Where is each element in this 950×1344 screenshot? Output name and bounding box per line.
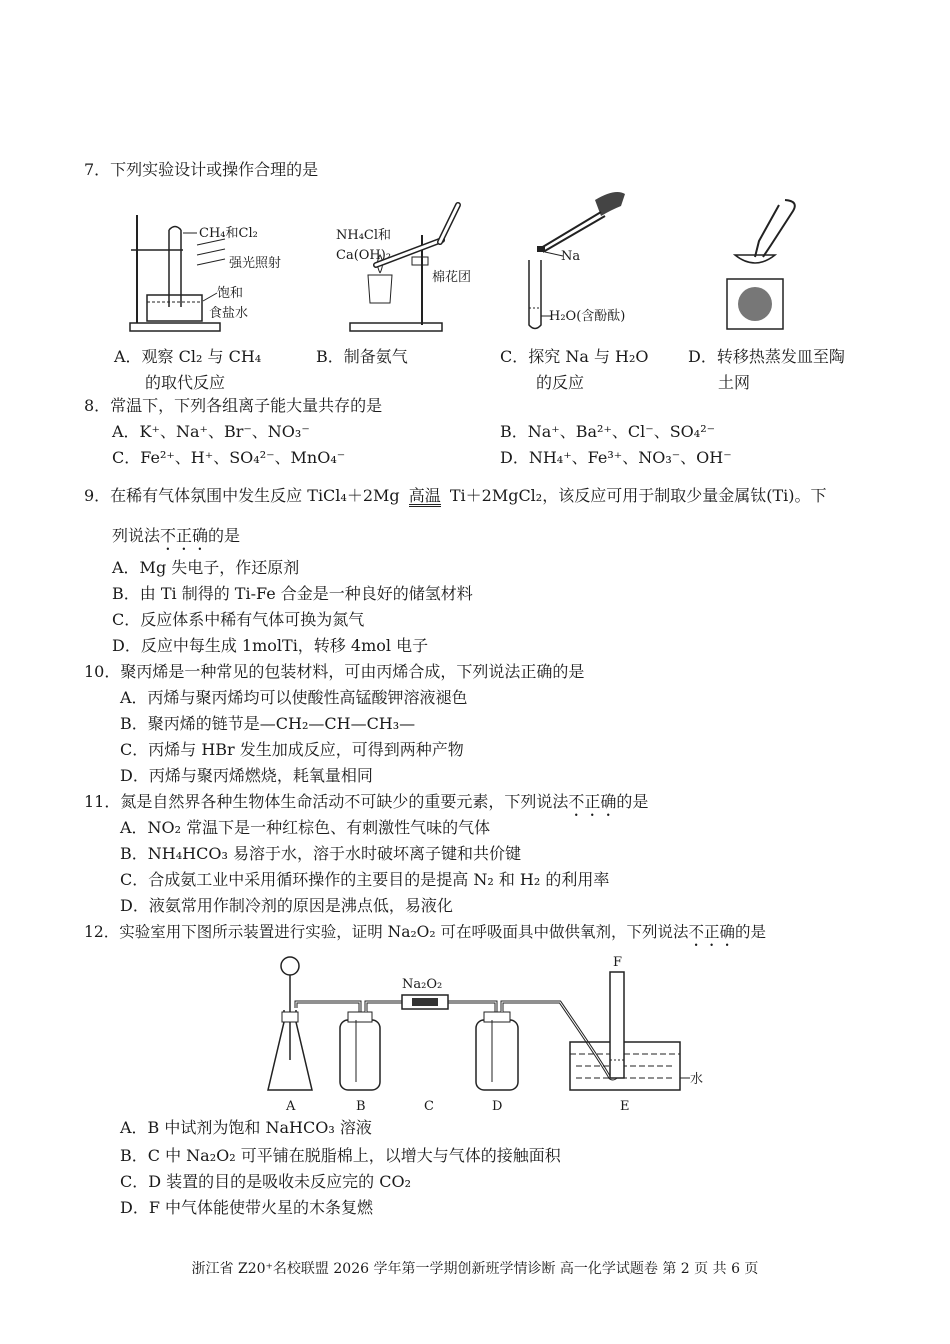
q7-option-a-line1: A．观察 Cl₂ 与 CH₄ (114, 347, 262, 366)
q12-fig-label-e: E (620, 1099, 630, 1114)
page-footer: 浙江省 Z20⁺名校联盟 2026 学年第一学期创新班学情诊断 高一化学试题卷 第 2 页 共 6 页 (191, 1261, 759, 1277)
q8-option-a: A．K⁺、Na⁺、Br⁻、NO₃⁻ (112, 422, 310, 441)
q8-option-b: B．Na⁺、Ba²⁺、Cl⁻、SO₄²⁻ (500, 422, 716, 441)
q9-option-a: A．Mg 失电子，作还原剂 (112, 558, 300, 577)
q11-option-d: D．液氨常用作制冷剂的原因是沸点低，易液化 (120, 896, 453, 915)
q12-option-d: D．F 中气体能使带火星的木条复燃 (120, 1198, 374, 1217)
q12-stem-a: 12．实验室用下图所示装置进行实验，证明 Na₂O₂ 可在呼吸面具中做供氧剂，下列说法 (84, 923, 689, 941)
q12-option-b: B．C 中 Na₂O₂ 可平铺在脱脂棉上，以增大与气体的接触面积 (120, 1146, 561, 1165)
q12-option-c: C．D 装置的目的是吸收未反应完的 CO₂ (120, 1172, 412, 1191)
q7-option-b: B．制备氨气 (316, 347, 408, 366)
q7-fig-a-label-brine: 食盐水 (209, 306, 249, 321)
q9-stem-3c: 的是 (208, 526, 241, 545)
q12-fig-na2o2-label: Na₂O₂ (402, 977, 443, 992)
q10-option-c: C．丙烯与 HBr 发生加成反应，可得到两种产物 (120, 740, 464, 759)
q11-stem (84, 792, 648, 820)
q8-stem: 8．常温下，下列各组离子能大量共存的是 (84, 396, 383, 415)
q7-fig-b-label-2: Ca(OH)₂ (336, 248, 392, 263)
q9-stem-part1: 9．在稀有气体氛围中发生反应 TiCl₄＋2Mg (84, 486, 400, 505)
q12-fig-label-a: A (286, 1099, 296, 1114)
q7-stem: 7．下列实验设计或操作合理的是 (84, 160, 319, 179)
q7-option-c-line2: 的反应 (536, 373, 585, 392)
q9-option-b: B．由 Ti 制得的 Ti-Fe 合金是一种良好的储氢材料 (112, 584, 473, 603)
q12-option-a: A．B 中试剂为饱和 NaHCO₃ 溶液 (120, 1118, 372, 1137)
q12-stem-c: 的是 (735, 923, 767, 941)
q9-stem-line2 (112, 526, 240, 554)
q7-fig-a-label-sat: 饱和 (217, 286, 244, 301)
q9-stem-line1 (84, 486, 827, 507)
q12-emphasis: 不正确 (688, 923, 736, 941)
q11-stem-c: 的是 (616, 792, 649, 811)
q7-figure-d (715, 195, 815, 335)
q7-option-d-line2: 土网 (718, 373, 751, 392)
q9-condition: 高温 (408, 486, 441, 505)
q7-option-d-line1: D．转移热蒸发皿至陶 (688, 347, 845, 366)
q7-fig-c-label-water: H₂O(含酚酞) (549, 309, 626, 324)
q10-option-d: D．丙烯与聚丙烯燃烧，耗氧量相同 (120, 766, 373, 785)
q7-figure-c (515, 180, 665, 335)
q10-option-b: B．聚丙烯的链节是—CH₂—CH—CH₃— (120, 714, 416, 733)
q9-option-d: D．反应中每生成 1molTi，转移 4mol 电子 (112, 636, 429, 655)
q8-option-c: C．Fe²⁺、H⁺、SO₄²⁻、MnO₄⁻ (112, 448, 346, 467)
q7-fig-a-label-light: 强光照射 (229, 256, 282, 271)
q10-option-a: A．丙烯与聚丙烯均可以使酸性高锰酸钾溶液褪色 (120, 688, 468, 707)
q7-figure-a (125, 205, 300, 335)
q7-option-c-line1: C．探究 Na 与 H₂O (500, 347, 649, 366)
q12-apparatus-figure (260, 950, 720, 1115)
q7-fig-c-label-na: Na (561, 249, 581, 264)
q11-emphasis: 不正确 (568, 792, 617, 811)
q9-option-c: C．反应体系中稀有气体可换为氮气 (112, 610, 365, 629)
q11-option-c: C．合成氨工业中采用循环操作的主要目的是提高 N₂ 和 H₂ 的利用率 (120, 870, 610, 889)
q10-stem: 10．聚丙烯是一种常见的包装材料，可由丙烯合成，下列说法正确的是 (84, 662, 585, 681)
q7-option-a-line2: 的取代反应 (145, 373, 226, 392)
q7-fig-b-label-1: NH₄Cl和 (336, 228, 392, 243)
q7-figure-b (330, 195, 490, 335)
q11-stem-a: 11．氮是自然界各种生物体生命活动不可缺少的重要元素，下列说法 (84, 792, 569, 811)
q12-fig-label-d: D (492, 1099, 503, 1114)
q12-fig-label-f: F (613, 955, 623, 970)
q12-fig-label-b: B (356, 1099, 366, 1114)
q12-stem (84, 922, 766, 950)
q9-stem-part2: Ti＋2MgCl₂，该反应可用于制取少量金属钛(Ti)。下 (449, 486, 827, 505)
q9-stem-3a: 列说法 (112, 526, 161, 545)
q8-option-d: D．NH₄⁺、Fe³⁺、NO₃⁻、OH⁻ (500, 448, 732, 467)
q11-option-a: A．NO₂ 常温下是一种红棕色、有刺激性气味的气体 (120, 818, 491, 837)
q12-fig-label-c: C (424, 1099, 434, 1114)
q7-fig-a-label-gas: CH₄和Cl₂ (199, 226, 258, 241)
q9-emphasis: 不正确 (160, 526, 209, 545)
q12-fig-label-water: 水 (690, 1072, 704, 1087)
q11-option-b: B．NH₄HCO₃ 易溶于水，溶于水时破坏离子键和共价键 (120, 844, 521, 863)
q7-fig-b-label-3: 棉花团 (432, 270, 472, 285)
